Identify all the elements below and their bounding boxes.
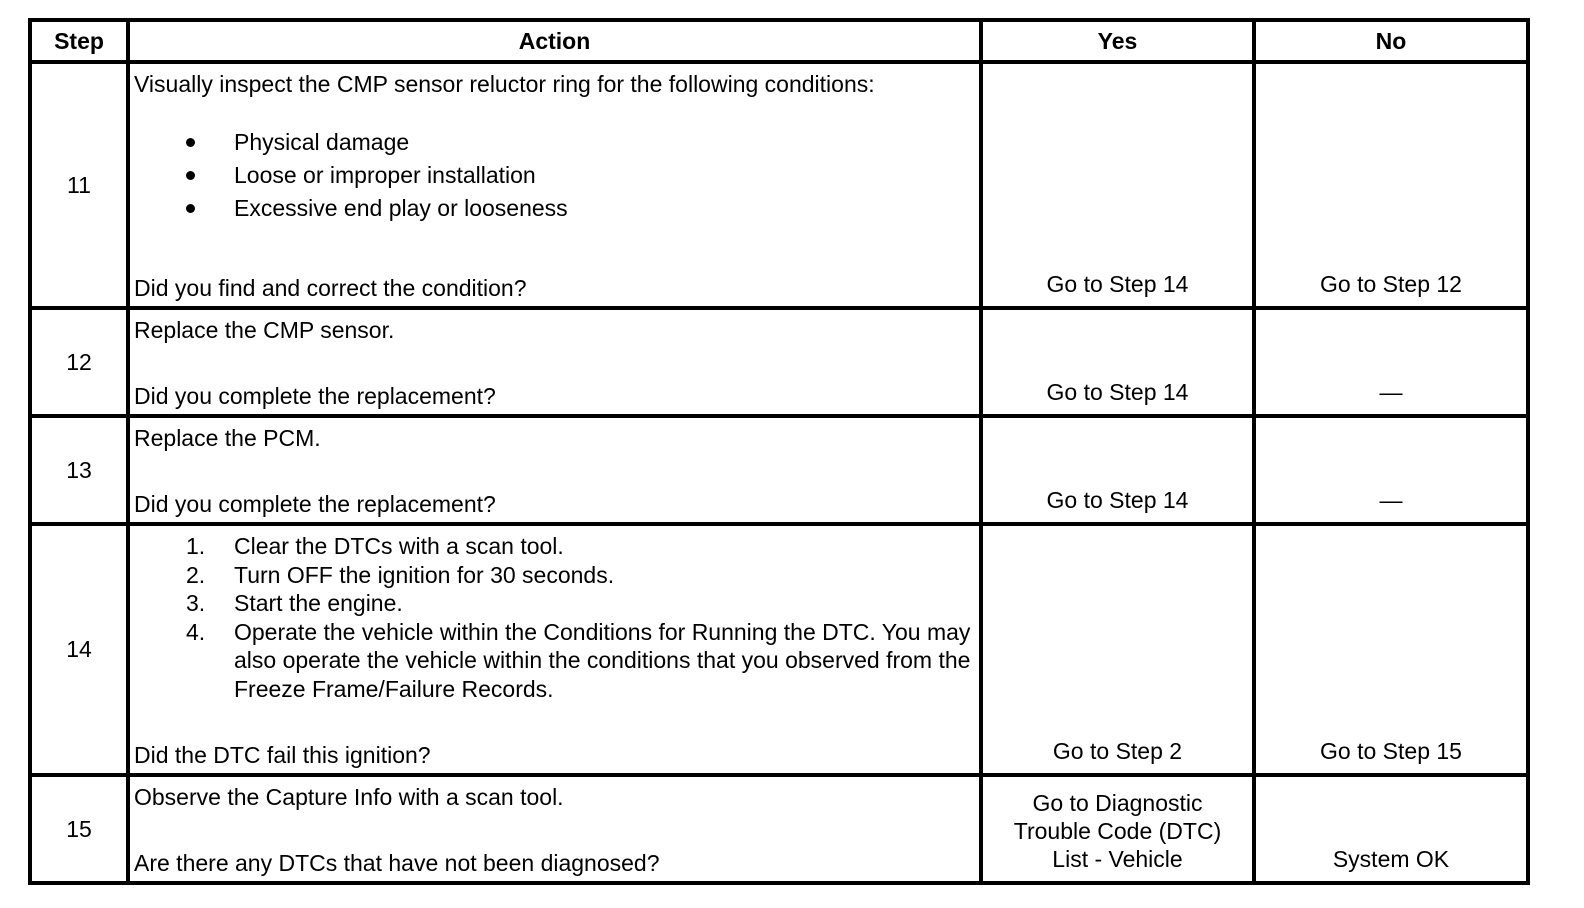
no-cell bbox=[1254, 62, 1528, 308]
no-result: Go to Step 12 bbox=[1320, 271, 1462, 297]
yes-cell bbox=[981, 308, 1254, 416]
list-item: 3. Start the engine. bbox=[186, 590, 403, 616]
action-cell bbox=[128, 416, 981, 524]
no-result: Go to Step 15 bbox=[1320, 738, 1462, 764]
action-question: Did you complete the replacement? bbox=[134, 383, 496, 409]
action-cell bbox=[128, 308, 981, 416]
action-intro: Observe the Capture Info with a scan tool. bbox=[134, 784, 564, 810]
no-result: — bbox=[1379, 379, 1403, 405]
action-intro: Replace the CMP sensor. bbox=[134, 317, 395, 343]
action-intro: Replace the PCM. bbox=[134, 425, 321, 451]
no-cell bbox=[1254, 308, 1528, 416]
yes-result: Go to Step 14 bbox=[1046, 487, 1189, 513]
table-row bbox=[30, 524, 1528, 775]
yes-result: Go to Step 14 bbox=[1046, 379, 1189, 405]
bullet-icon bbox=[186, 204, 195, 213]
action-question: Did you complete the replacement? bbox=[134, 491, 496, 517]
action-question: Did the DTC fail this ignition? bbox=[134, 742, 431, 768]
step-number: 14 bbox=[30, 524, 128, 775]
header-yes: Yes bbox=[981, 20, 1254, 62]
header-step: Step bbox=[30, 20, 128, 62]
action-question: Are there any DTCs that have not been diagnosed? bbox=[134, 850, 660, 876]
list-item: 4. Operate the vehicle within the Conditions for Running the DTC. You may also operate the vehicle within the conditions that you observed from the Freeze Frame/Failure Records. bbox=[186, 618, 971, 702]
list-item: Excessive end play or looseness bbox=[134, 192, 975, 225]
list-item: Physical damage bbox=[134, 126, 975, 159]
condition-list bbox=[134, 126, 975, 225]
bullet-icon bbox=[186, 171, 195, 180]
header-no: No bbox=[1254, 20, 1528, 62]
step-number: 12 bbox=[30, 308, 128, 416]
table-row bbox=[30, 62, 1528, 308]
header-action: Action bbox=[128, 20, 981, 62]
no-cell bbox=[1254, 524, 1528, 775]
table-row bbox=[30, 308, 1528, 416]
no-result: — bbox=[1379, 487, 1403, 513]
header-row bbox=[30, 20, 1528, 62]
step-number: 11 bbox=[30, 62, 128, 308]
yes-cell bbox=[981, 775, 1254, 883]
no-cell bbox=[1254, 416, 1528, 524]
step-number: 13 bbox=[30, 416, 128, 524]
yes-cell bbox=[981, 524, 1254, 775]
action-cell bbox=[128, 775, 981, 883]
yes-cell bbox=[981, 62, 1254, 308]
action-cell bbox=[128, 62, 981, 308]
action-cell bbox=[128, 524, 981, 775]
bullet-icon bbox=[186, 138, 195, 147]
action-question: Did you find and correct the condition? bbox=[134, 275, 527, 301]
action-intro: Visually inspect the CMP sensor reluctor ring for the following conditions: bbox=[134, 71, 875, 97]
yes-result: Go to Diagnostic Trouble Code (DTC) List - Vehicle bbox=[1013, 790, 1222, 872]
yes-cell bbox=[981, 416, 1254, 524]
list-item: Loose or improper installation bbox=[134, 159, 975, 192]
table-row bbox=[30, 416, 1528, 524]
no-result: System OK bbox=[1332, 846, 1450, 872]
procedure-list bbox=[134, 532, 975, 703]
list-item: 2. Turn OFF the ignition for 30 seconds. bbox=[186, 561, 615, 588]
yes-result: Go to Step 14 bbox=[1046, 271, 1189, 297]
step-number: 15 bbox=[30, 775, 128, 883]
list-item: 1. Clear the DTCs with a scan tool. bbox=[186, 533, 564, 559]
yes-result: Go to Step 2 bbox=[1052, 738, 1183, 764]
diagnostic-table bbox=[28, 18, 1530, 885]
no-cell bbox=[1254, 775, 1528, 883]
table-row bbox=[30, 775, 1528, 883]
